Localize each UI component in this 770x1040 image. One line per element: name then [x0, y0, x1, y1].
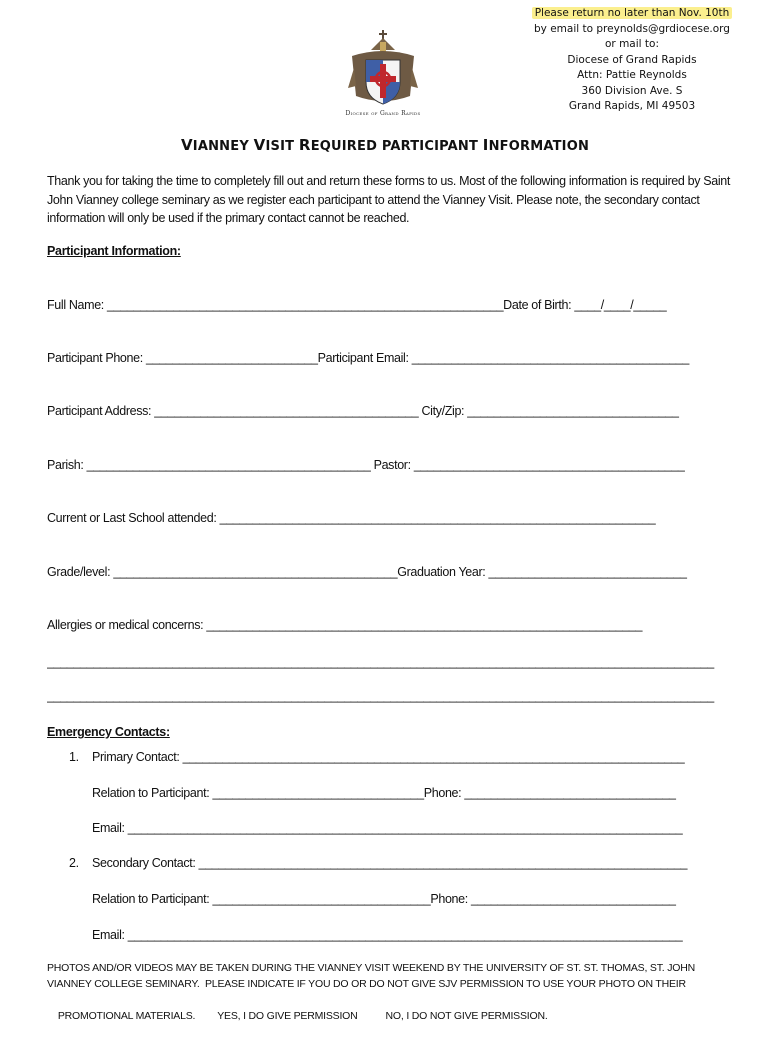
page-title: VIANNEY VISIT REQUIRED PARTICIPANT INFORMATION	[180, 136, 590, 154]
address-field[interactable]: Participant Address: ________________________________________ City/Zip: ________________________________	[47, 404, 679, 418]
emergency-section-heading: Emergency Contacts:	[47, 725, 170, 739]
notice-line-1: PHOTOS AND/OR VIDEOS MAY BE TAKEN DURING THE VIANNEY VISIT WEEKEND BY THE UNIVERSITY OF ST. ST. THOMAS, ST. JOHN	[47, 962, 695, 974]
give-permission-option[interactable]: YES, I DO GIVE PERMISSION	[217, 1010, 358, 1022]
contact-email-line: by email to preynolds@grdiocese.org	[534, 22, 730, 35]
full-name-field[interactable]: Full Name: ____________________________________________________________Date of Birth: ____/____/_____	[47, 298, 667, 312]
allergies-field[interactable]: Allergies or medical concerns: __________________________________________________________________	[47, 618, 643, 632]
notice-line-3	[47, 992, 727, 1040]
allergies-line-3[interactable]: _____________________________________________________________________________________________________	[47, 689, 714, 703]
contact-org: Diocese of Grand Rapids	[567, 53, 697, 66]
return-deadline: Please return no later than Nov. 10th	[532, 7, 733, 19]
allergies-line-2[interactable]: _____________________________________________________________________________________________________	[47, 655, 714, 669]
secondary-email-field[interactable]: Email: ____________________________________________________________________________________	[92, 928, 683, 942]
grade-field[interactable]: Grade/level: ___________________________________________Graduation Year: ______________________________	[47, 565, 687, 579]
logo-caption: Diocese of Grand Rapids	[345, 110, 421, 117]
participant-section-heading: Participant Information:	[47, 244, 181, 258]
coat-of-arms-icon	[338, 28, 428, 118]
intro-paragraph: Thank you for taking the time to completely fill out and return these forms to us. Most of the following information is required by Saint John Vianney college seminary as we register each participant to attend the Vianney Visit. Please note, the secondary contact information will only be used if the primary contact cannot be reached.	[47, 174, 730, 225]
phone-email-field[interactable]: Participant Phone: __________________________Participant Email: __________________________________________	[47, 351, 689, 365]
notice-promo-text: PROMOTIONAL MATERIALS.	[57, 1010, 196, 1022]
contact-mail-line: or mail to:	[605, 38, 659, 50]
secondary-number: 2.	[69, 856, 79, 870]
diocese-logo	[338, 28, 428, 118]
primary-email-field[interactable]: Email: ____________________________________________________________________________________	[92, 821, 683, 835]
contact-attn: Attn: Pattie Reynolds	[577, 69, 687, 81]
primary-contact-field[interactable]: Primary Contact: ____________________________________________________________________________	[92, 750, 685, 764]
secondary-relation-field[interactable]: Relation to Participant: _________________________________Phone: _______________________________	[92, 892, 676, 906]
notice-line-2: VIANNEY COLLEGE SEMINARY. PLEASE INDICATE IF YOU DO OR DO NOT GIVE SJV PERMISSION TO USE YOUR PHOTO ON THEIR	[47, 978, 686, 990]
deny-permission-option[interactable]: NO, I DO NOT GIVE PERMISSION.	[385, 1010, 548, 1022]
contact-street: 360 Division Ave. S	[581, 84, 683, 97]
secondary-contact-field[interactable]: Secondary Contact: __________________________________________________________________________	[92, 856, 688, 870]
primary-relation-field[interactable]: Relation to Participant: ________________________________Phone: ________________________________	[92, 786, 676, 800]
primary-number: 1.	[69, 750, 79, 764]
photo-permission-notice	[47, 960, 727, 1040]
contact-block	[527, 6, 737, 115]
school-field[interactable]: Current or Last School attended: __________________________________________________________________	[47, 511, 656, 525]
parish-field[interactable]: Parish: ___________________________________________ Pastor: _________________________________________	[47, 458, 685, 472]
contact-city: Grand Rapids, MI 49503	[568, 100, 696, 112]
